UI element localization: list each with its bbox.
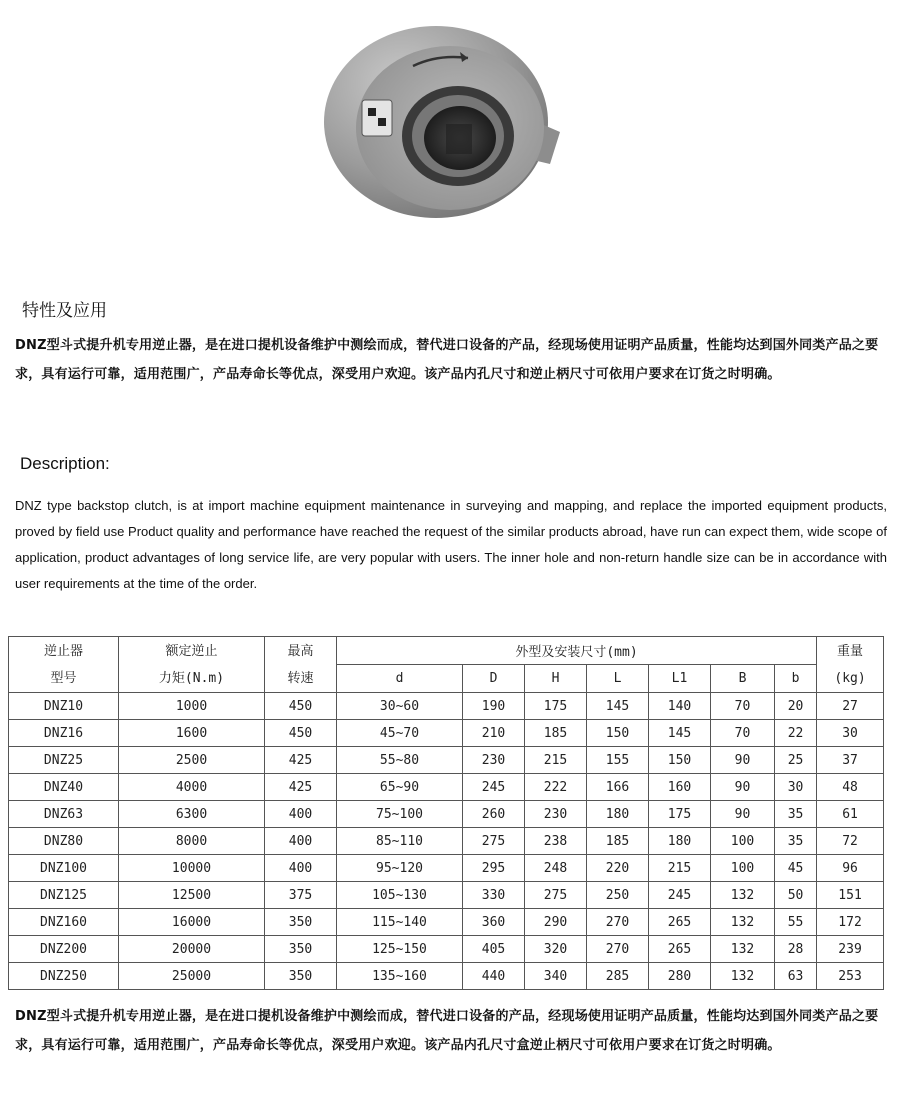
table-cell: 350 [265,963,337,990]
table-cell: 22 [775,720,817,747]
table-cell: 55 [775,909,817,936]
table-cell: 132 [711,882,775,909]
table-cell: 63 [775,963,817,990]
header-dimensions: 外型及安装尺寸(mm) [337,637,817,665]
table-row [9,747,884,774]
header-B: B [711,665,775,693]
table-cell: 400 [265,855,337,882]
table-cell: DNZ200 [9,936,119,963]
table-cell: 175 [525,693,587,720]
header-L: L [587,665,649,693]
table-cell: 275 [525,882,587,909]
table-cell: 253 [817,963,884,990]
spec-table [8,636,884,990]
table-cell: 340 [525,963,587,990]
table-cell: 265 [649,936,711,963]
table-cell: 70 [711,720,775,747]
table-cell: 245 [649,882,711,909]
table-cell: 230 [463,747,525,774]
table-row [9,855,884,882]
table-cell: 75~100 [337,801,463,828]
table-cell: 45 [775,855,817,882]
table-cell: 90 [711,747,775,774]
table-cell: DNZ250 [9,963,119,990]
table-cell: 160 [649,774,711,801]
table-row [9,693,884,720]
header-model: 逆止器 型号 [9,637,119,693]
table-row [9,936,884,963]
table-cell: DNZ100 [9,855,119,882]
table-cell: 96 [817,855,884,882]
table-cell: 375 [265,882,337,909]
table-cell: 16000 [119,909,265,936]
table-cell: DNZ63 [9,801,119,828]
table-row [9,882,884,909]
description-paragraph: DNZ type backstop clutch, is at import machine equipment maintenance in surveying and mapping, and replace the imported equipment products, proved by field use Product quality and performance have reached the request of the similar products abroad, have run can expect them, wide scope of application, product advantages of long service life, are very popular with users. The inner hole and non-return handle size can be in accordance with user requirements at the time of the order. [15,498,887,591]
table-cell: 230 [525,801,587,828]
spec-table-body [9,693,884,990]
table-cell: 150 [649,747,711,774]
table-header-row [9,637,884,665]
brand-label-icon [362,100,392,136]
table-cell: 260 [463,801,525,828]
table-cell: 220 [587,855,649,882]
table-cell: 37 [817,747,884,774]
table-cell: 95~120 [337,855,463,882]
table-cell: 175 [649,801,711,828]
table-cell: 215 [525,747,587,774]
table-cell: 35 [775,801,817,828]
header-weight: 重量 (kg) [817,637,884,693]
table-cell: 12500 [119,882,265,909]
header-D: D [463,665,525,693]
table-cell: 145 [649,720,711,747]
table-cell: 285 [587,963,649,990]
table-cell: 70 [711,693,775,720]
table-cell: 185 [525,720,587,747]
table-row [9,720,884,747]
table-cell: 25 [775,747,817,774]
table-cell: 100 [711,828,775,855]
table-cell: 45~70 [337,720,463,747]
table-cell: DNZ40 [9,774,119,801]
table-cell: 180 [649,828,711,855]
table-cell: DNZ160 [9,909,119,936]
table-cell: 65~90 [337,774,463,801]
table-cell: 2500 [119,747,265,774]
table-cell: 8000 [119,828,265,855]
table-cell: 132 [711,909,775,936]
table-cell: 238 [525,828,587,855]
table-cell: 150 [587,720,649,747]
table-row [9,828,884,855]
section-title-features: 特性及应用 [22,301,107,321]
table-cell: 30~60 [337,693,463,720]
table-cell: 90 [711,774,775,801]
features-paragraph: DNZ型斗式提升机专用逆止器，是在进口提机设备维护中测绘而成，替代进口设备的产品，经现场使用证明产品质量，性能均达到国外同类产品之要求，具有运行可靠，适用范围广，产品寿命长等优点，深受用户欢迎。该产品内孔尺寸和逆止柄尺寸可依用户要求在订货之时明确。 [15,338,879,382]
table-cell: 28 [775,936,817,963]
table-cell: 400 [265,801,337,828]
table-cell: 245 [463,774,525,801]
table-cell: DNZ10 [9,693,119,720]
table-cell: 48 [817,774,884,801]
table-cell: 6300 [119,801,265,828]
table-cell: 425 [265,774,337,801]
table-cell: 115~140 [337,909,463,936]
table-cell: 450 [265,693,337,720]
table-cell: 280 [649,963,711,990]
table-cell: 4000 [119,774,265,801]
table-cell: 10000 [119,855,265,882]
table-cell: 190 [463,693,525,720]
table-cell: 400 [265,828,337,855]
table-cell: DNZ125 [9,882,119,909]
table-cell: 185 [587,828,649,855]
table-cell: 265 [649,909,711,936]
table-cell: 1000 [119,693,265,720]
table-row [9,963,884,990]
table-cell: 275 [463,828,525,855]
table-cell: 61 [817,801,884,828]
table-cell: 239 [817,936,884,963]
table-cell: 1600 [119,720,265,747]
table-cell: 350 [265,909,337,936]
table-cell: 180 [587,801,649,828]
table-row [9,909,884,936]
table-cell: 151 [817,882,884,909]
table-cell: 30 [775,774,817,801]
table-cell: 295 [463,855,525,882]
header-L1: L1 [649,665,711,693]
table-cell: 405 [463,936,525,963]
table-cell: 440 [463,963,525,990]
table-cell: 250 [587,882,649,909]
footer-paragraph: DNZ型斗式提升机专用逆止器，是在进口提机设备维护中测绘而成，替代进口设备的产品，经现场使用证明产品质量，性能均达到国外同类产品之要求，具有运行可靠，适用范围广，产品寿命长等优点，深受用户欢迎。该产品内孔尺寸盒逆止柄尺寸可依用户要求在订货之时明确。 [15,1009,879,1053]
table-cell: 172 [817,909,884,936]
table-cell: 140 [649,693,711,720]
table-cell: 425 [265,747,337,774]
table-cell: 360 [463,909,525,936]
section-title-description: Description: [20,454,110,473]
table-row [9,774,884,801]
table-cell: 166 [587,774,649,801]
header-d: d [337,665,463,693]
header-b: b [775,665,817,693]
table-cell: 132 [711,936,775,963]
table-cell: 27 [817,693,884,720]
table-cell: 105~130 [337,882,463,909]
table-cell: DNZ16 [9,720,119,747]
table-cell: 215 [649,855,711,882]
header-torque: 额定逆止 力矩(N.m) [119,637,265,693]
table-cell: 90 [711,801,775,828]
table-cell: 450 [265,720,337,747]
table-cell: 50 [775,882,817,909]
table-cell: 210 [463,720,525,747]
header-speed: 最高 转速 [265,637,337,693]
table-cell: DNZ25 [9,747,119,774]
table-cell: 270 [587,936,649,963]
backstop-clutch-photo [318,14,568,222]
table-row [9,801,884,828]
table-cell: 350 [265,936,337,963]
table-cell: 135~160 [337,963,463,990]
table-cell: 35 [775,828,817,855]
table-cell: 222 [525,774,587,801]
table-cell: 25000 [119,963,265,990]
table-cell: 85~110 [337,828,463,855]
table-cell: DNZ80 [9,828,119,855]
table-cell: 20 [775,693,817,720]
table-cell: 55~80 [337,747,463,774]
table-cell: 72 [817,828,884,855]
table-cell: 132 [711,963,775,990]
table-cell: 320 [525,936,587,963]
table-cell: 125~150 [337,936,463,963]
table-cell: 100 [711,855,775,882]
table-cell: 30 [817,720,884,747]
table-cell: 145 [587,693,649,720]
table-cell: 248 [525,855,587,882]
header-H: H [525,665,587,693]
table-cell: 330 [463,882,525,909]
table-cell: 155 [587,747,649,774]
table-cell: 290 [525,909,587,936]
table-cell: 20000 [119,936,265,963]
table-cell: 270 [587,909,649,936]
